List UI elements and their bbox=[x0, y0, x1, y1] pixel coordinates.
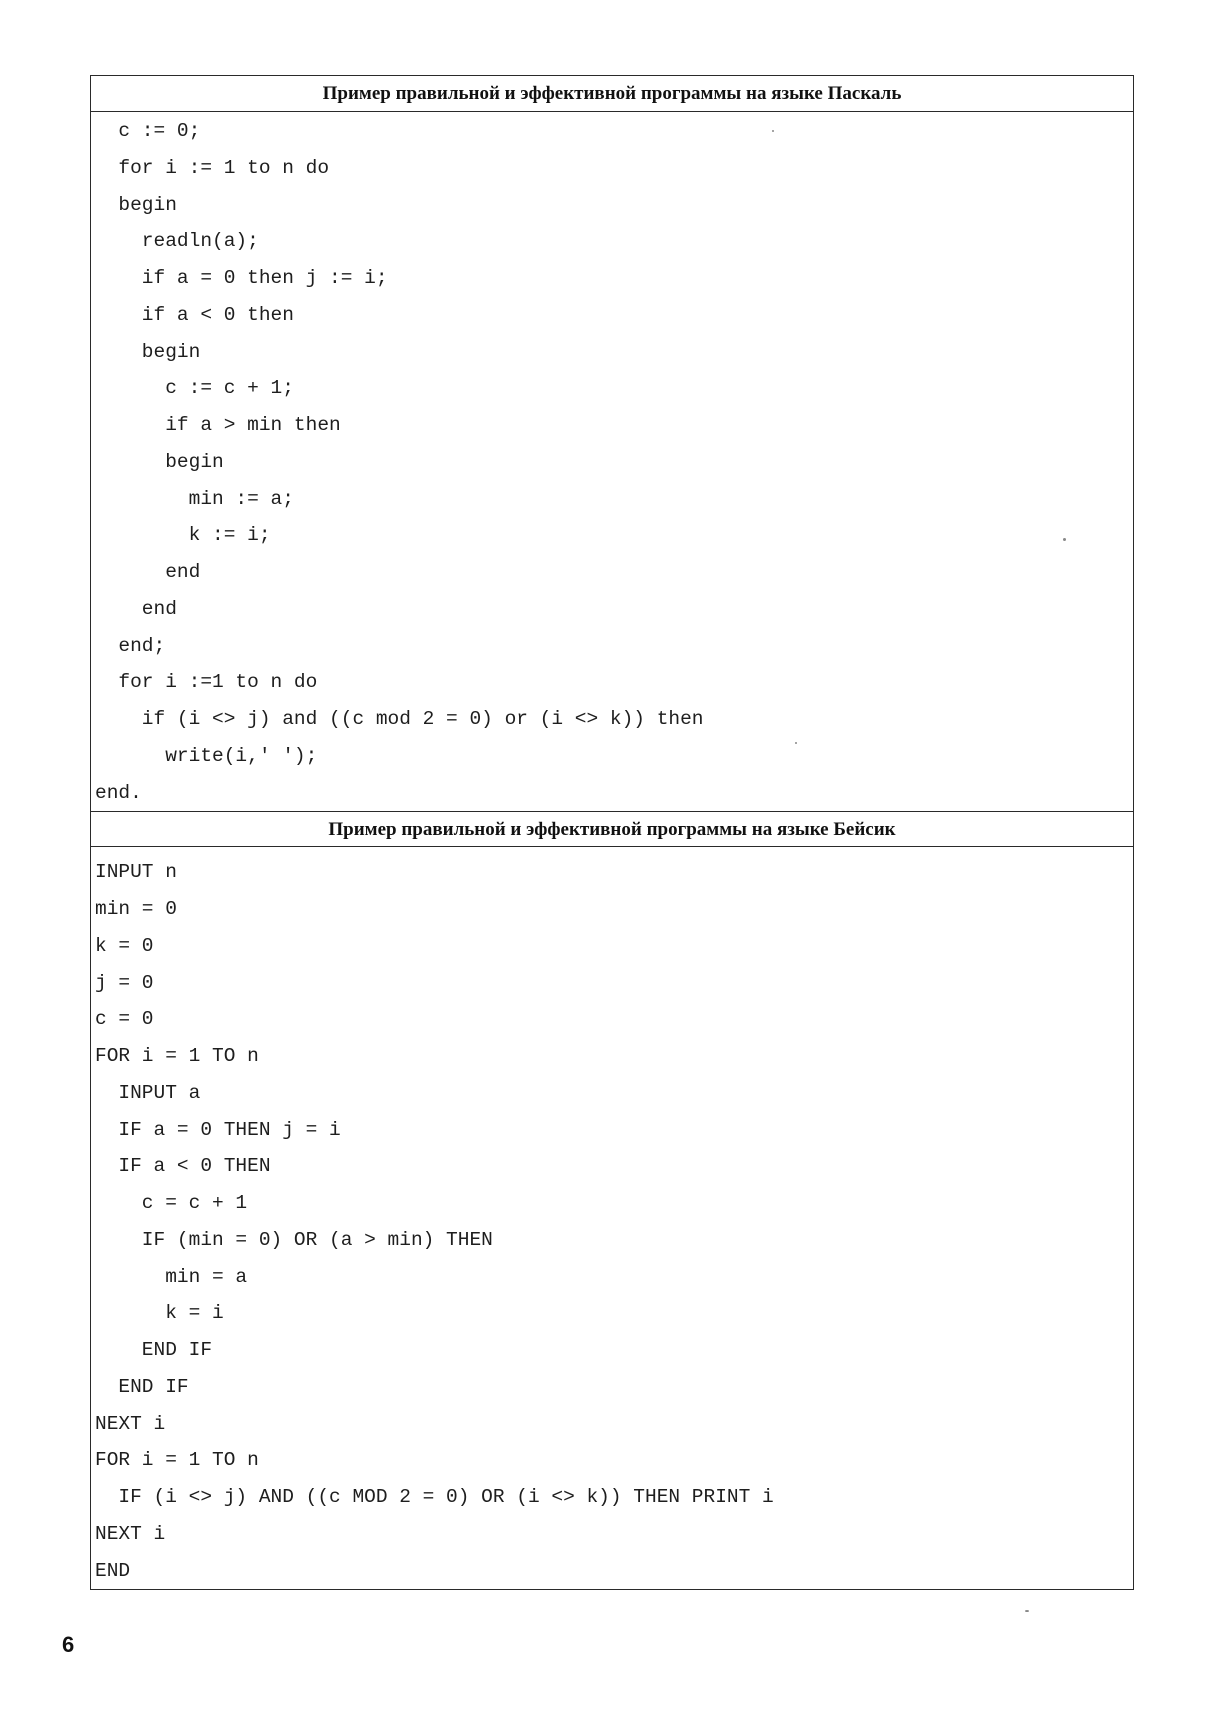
basic-code-line: j = 0 bbox=[95, 971, 154, 994]
basic-code-line: min = a bbox=[95, 1265, 248, 1288]
basic-code-line: END bbox=[95, 1559, 131, 1582]
pascal-code-line: if a < 0 then bbox=[95, 303, 294, 326]
basic-code-line: IF a < 0 THEN bbox=[95, 1155, 271, 1178]
basic-code-line: IF (i <> j) AND ((c MOD 2 = 0) OR (i <> k)) THEN PRINT i bbox=[95, 1486, 774, 1508]
pascal-code-line: for i :=1 to n do bbox=[95, 671, 318, 694]
basic-code-line: IF a = 0 THEN j = i bbox=[95, 1118, 341, 1141]
basic-code-line: c = 0 bbox=[95, 1008, 154, 1031]
basic-code-line: k = 0 bbox=[95, 934, 154, 957]
pascal-code-block bbox=[91, 112, 1133, 811]
pascal-code-line: k := i; bbox=[95, 524, 271, 547]
scan-speck bbox=[1063, 538, 1066, 541]
basic-code-line: INPUT n bbox=[95, 861, 177, 884]
basic-code-line: k = i bbox=[95, 1302, 224, 1325]
pascal-code-line: if (i <> j) and ((c mod 2 = 0) or (i <> k)) then bbox=[95, 708, 704, 730]
basic-code-line: END IF bbox=[95, 1375, 189, 1398]
basic-code-line: END IF bbox=[95, 1339, 213, 1361]
basic-code-line: IF (min = 0) OR (a > min) THEN bbox=[95, 1228, 493, 1251]
basic-code-line: INPUT a bbox=[95, 1081, 201, 1104]
pascal-code-line: write(i,' '); bbox=[95, 744, 318, 767]
pascal-code-line: end bbox=[95, 597, 177, 620]
pascal-code-line: if a > min then bbox=[95, 414, 341, 436]
pascal-code-line: if a = 0 then j := i; bbox=[95, 267, 388, 289]
basic-code-line: FOR i = 1 TO n bbox=[95, 1045, 259, 1067]
basic-code-line: NEXT i bbox=[95, 1522, 166, 1545]
scan-speck bbox=[772, 130, 774, 132]
scan-speck bbox=[1025, 1610, 1029, 1612]
scan-speck bbox=[795, 742, 797, 744]
basic-code-line: FOR i = 1 TO n bbox=[95, 1449, 259, 1472]
basic-code-line: NEXT i bbox=[95, 1412, 166, 1435]
pascal-code-line: begin bbox=[95, 340, 201, 363]
basic-section-title: Пример правильной и эффективной программы на языке Бейсик bbox=[91, 811, 1133, 847]
pascal-code-line: c := 0; bbox=[95, 120, 201, 142]
basic-code-line: c = c + 1 bbox=[95, 1192, 248, 1214]
pascal-code-line: min := a; bbox=[95, 487, 294, 510]
basic-code-line: min = 0 bbox=[95, 898, 177, 920]
pascal-section-title: Пример правильной и эффективной программы на языке Паскаль bbox=[91, 76, 1133, 112]
pascal-code-line: c := c + 1; bbox=[95, 377, 294, 400]
code-listing-table bbox=[90, 75, 1134, 1590]
pascal-code-line: end. bbox=[95, 781, 142, 804]
pascal-code-line: for i := 1 to n do bbox=[95, 156, 330, 179]
pascal-code-line: end; bbox=[95, 634, 166, 657]
page-number: 6 bbox=[62, 1632, 75, 1657]
basic-code-block bbox=[91, 847, 1133, 1589]
pascal-code-line: readln(a); bbox=[95, 230, 259, 253]
pascal-code-line: begin bbox=[95, 450, 224, 473]
pascal-code-line: begin bbox=[95, 193, 177, 216]
pascal-code-line: end bbox=[95, 561, 201, 583]
